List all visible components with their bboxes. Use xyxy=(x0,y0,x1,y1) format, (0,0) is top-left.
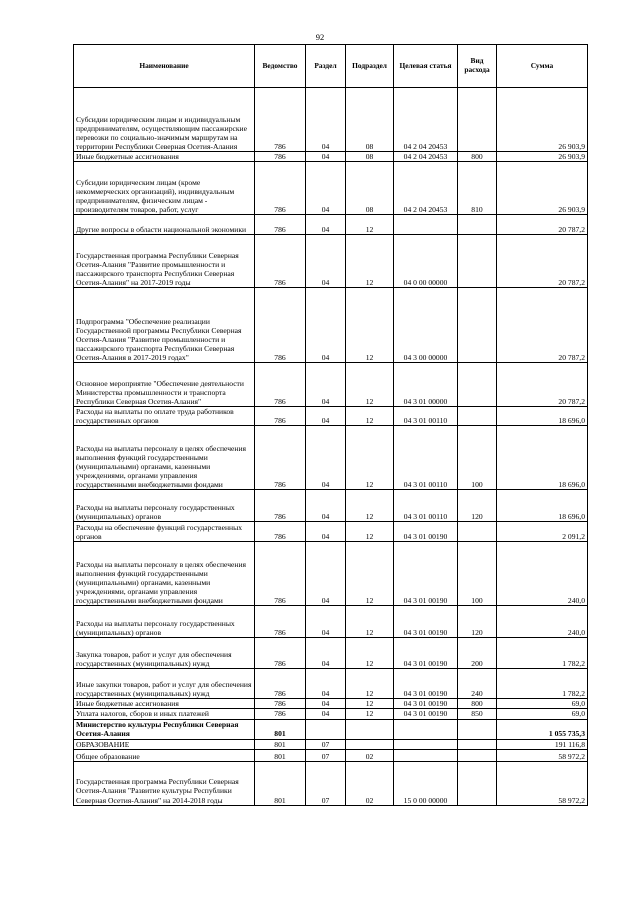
cell-name: Расходы на выплаты персоналу в целях обеспечения выполнения функций государственными (муниципальными) органами, казенными учреждениями, органами управления государственными внебюджетными фондами xyxy=(74,542,255,606)
cell-name: Уплата налогов, сборов и иных платежей xyxy=(74,709,255,719)
header-target: Целевая статья xyxy=(394,45,458,88)
cell-section: 04 xyxy=(306,606,346,638)
cell-target: 15 0 00 00000 xyxy=(394,761,458,805)
cell-section: 04 xyxy=(306,699,346,709)
table-row xyxy=(74,522,588,542)
cell-target: 04 2 04 20453 xyxy=(394,162,458,215)
cell-section: 04 xyxy=(306,152,346,162)
cell-exp-type xyxy=(458,719,497,739)
cell-subsection xyxy=(346,719,394,739)
budget-table xyxy=(73,44,588,806)
table-row xyxy=(74,363,588,407)
cell-amount: 2 091,2 xyxy=(497,522,588,542)
cell-dept: 801 xyxy=(255,739,306,749)
cell-name: Иные бюджетные ассигнования xyxy=(74,699,255,709)
page-number: 92 xyxy=(315,32,325,42)
table-row xyxy=(74,542,588,606)
cell-dept: 786 xyxy=(255,152,306,162)
cell-target: 04 3 01 00190 xyxy=(394,669,458,699)
cell-exp-type: 100 xyxy=(458,426,497,490)
cell-section: 04 xyxy=(306,407,346,426)
cell-target: 04 3 01 00190 xyxy=(394,638,458,669)
cell-exp-type xyxy=(458,288,497,363)
cell-amount: 18 696,0 xyxy=(497,490,588,522)
cell-exp-type xyxy=(458,749,497,761)
table-row xyxy=(74,407,588,426)
cell-dept: 786 xyxy=(255,522,306,542)
cell-amount: 26 903,9 xyxy=(497,88,588,152)
cell-dept: 786 xyxy=(255,88,306,152)
cell-subsection: 12 xyxy=(346,709,394,719)
table-row xyxy=(74,719,588,739)
cell-name: Субсидии юридическим лицам (кроме некоммерческих организаций), индивидуальным предпринимателям, физическим лицам - производителям товаров, работ, услуг xyxy=(74,162,255,215)
cell-target: 04 2 04 20453 xyxy=(394,88,458,152)
cell-dept: 786 xyxy=(255,215,306,235)
table-row xyxy=(74,215,588,235)
table-row xyxy=(74,606,588,638)
table-row xyxy=(74,699,588,709)
cell-target: 04 3 01 00110 xyxy=(394,490,458,522)
cell-exp-type xyxy=(458,215,497,235)
cell-exp-type xyxy=(458,761,497,805)
cell-section xyxy=(306,719,346,739)
cell-name: Министерство культуры Республики Северная Осетия-Алания xyxy=(74,719,255,739)
cell-target: 04 3 01 00190 xyxy=(394,522,458,542)
header-name: Наименование xyxy=(74,45,255,88)
cell-target: 04 3 01 00190 xyxy=(394,699,458,709)
cell-exp-type xyxy=(458,363,497,407)
cell-target: 04 3 01 00190 xyxy=(394,606,458,638)
cell-amount: 69,0 xyxy=(497,699,588,709)
cell-amount: 240,0 xyxy=(497,542,588,606)
cell-section: 04 xyxy=(306,162,346,215)
cell-target: 04 3 01 00190 xyxy=(394,709,458,719)
cell-name: Закупка товаров, работ и услуг для обеспечения государственных (муниципальных) нужд xyxy=(74,638,255,669)
cell-amount: 20 787,2 xyxy=(497,288,588,363)
cell-name: Расходы на выплаты по оплате труда работников государственных органов xyxy=(74,407,255,426)
header-exp-type: Вид расхода xyxy=(458,45,497,88)
cell-name: Подпрограмма "Обеспечение реализации Государственной программы Республики Северная Осетия-Алания "Развитие промышленности и пассажирского транспорта Республики Северная Осетия-Алания в 2017-2019 годах" xyxy=(74,288,255,363)
table-row xyxy=(74,638,588,669)
cell-dept: 786 xyxy=(255,542,306,606)
table-header-row xyxy=(74,45,588,88)
cell-target xyxy=(394,215,458,235)
cell-exp-type xyxy=(458,522,497,542)
table-row xyxy=(74,709,588,719)
cell-amount: 26 903,9 xyxy=(497,162,588,215)
cell-name: Государственная программа Республики Северная Осетия-Алания "Развитие промышленности и пассажирского транспорта Республики Северная Осетия-Алания" на 2017-2019 годы xyxy=(74,235,255,288)
cell-target: 04 3 01 00000 xyxy=(394,363,458,407)
cell-section: 04 xyxy=(306,490,346,522)
header-dept: Ведомство xyxy=(255,45,306,88)
cell-section: 07 xyxy=(306,761,346,805)
cell-dept: 786 xyxy=(255,669,306,699)
cell-exp-type: 100 xyxy=(458,542,497,606)
cell-subsection: 02 xyxy=(346,761,394,805)
cell-section: 04 xyxy=(306,709,346,719)
cell-subsection: 12 xyxy=(346,363,394,407)
cell-section: 04 xyxy=(306,215,346,235)
cell-name: Расходы на выплаты персоналу в целях обеспечения выполнения функций государственными (муниципальными) органами, казенными учреждениями, органами управления государственными внебюджетными фондами xyxy=(74,426,255,490)
cell-subsection: 02 xyxy=(346,749,394,761)
cell-exp-type: 120 xyxy=(458,490,497,522)
cell-exp-type xyxy=(458,88,497,152)
cell-exp-type: 240 xyxy=(458,669,497,699)
cell-subsection: 12 xyxy=(346,638,394,669)
table-row xyxy=(74,88,588,152)
cell-amount: 1 782,2 xyxy=(497,669,588,699)
cell-target: 04 3 01 00110 xyxy=(394,426,458,490)
cell-subsection: 12 xyxy=(346,288,394,363)
cell-exp-type: 800 xyxy=(458,152,497,162)
cell-target: 04 3 00 00000 xyxy=(394,288,458,363)
cell-subsection: 08 xyxy=(346,152,394,162)
cell-subsection: 12 xyxy=(346,215,394,235)
cell-amount: 18 696,0 xyxy=(497,407,588,426)
cell-name: Другие вопросы в области национальной экономики xyxy=(74,215,255,235)
cell-subsection: 12 xyxy=(346,490,394,522)
cell-section: 04 xyxy=(306,88,346,152)
cell-name: Общее образование xyxy=(74,749,255,761)
cell-name: ОБРАЗОВАНИЕ xyxy=(74,739,255,749)
cell-dept: 786 xyxy=(255,699,306,709)
cell-name: Расходы на обеспечение функций государственных органов xyxy=(74,522,255,542)
cell-target xyxy=(394,749,458,761)
cell-amount: 191 116,8 xyxy=(497,739,588,749)
cell-amount: 58 972,2 xyxy=(497,749,588,761)
cell-section: 04 xyxy=(306,288,346,363)
cell-section: 04 xyxy=(306,638,346,669)
header-amount: Сумма xyxy=(497,45,588,88)
cell-exp-type: 850 xyxy=(458,709,497,719)
cell-name: Субсидии юридическим лицам и индивидуальным предпринимателям, осуществляющим пассажирские перевозки по социально-значимым маршрутам на территории Республики Северная Осетия-Алания xyxy=(74,88,255,152)
cell-subsection: 12 xyxy=(346,699,394,709)
cell-amount: 240,0 xyxy=(497,606,588,638)
table-row xyxy=(74,288,588,363)
cell-target: 04 0 00 00000 xyxy=(394,235,458,288)
cell-target: 04 3 01 00110 xyxy=(394,407,458,426)
table-row xyxy=(74,739,588,749)
cell-dept: 786 xyxy=(255,407,306,426)
table-row xyxy=(74,749,588,761)
cell-section: 04 xyxy=(306,522,346,542)
cell-exp-type: 200 xyxy=(458,638,497,669)
cell-name: Основное мероприятие "Обеспечение деятельности Министерства промышленности и транспорта Республики Северная Осетия-Алания" xyxy=(74,363,255,407)
cell-amount: 1 782,2 xyxy=(497,638,588,669)
cell-dept: 786 xyxy=(255,288,306,363)
cell-subsection: 12 xyxy=(346,407,394,426)
cell-section: 04 xyxy=(306,669,346,699)
table-row xyxy=(74,426,588,490)
cell-target: 04 2 04 20453 xyxy=(394,152,458,162)
cell-target xyxy=(394,719,458,739)
cell-section: 04 xyxy=(306,426,346,490)
cell-amount: 20 787,2 xyxy=(497,215,588,235)
cell-dept: 786 xyxy=(255,709,306,719)
cell-section: 07 xyxy=(306,749,346,761)
table-row xyxy=(74,761,588,805)
cell-dept: 786 xyxy=(255,235,306,288)
table-row xyxy=(74,152,588,162)
cell-target: 04 3 01 00190 xyxy=(394,542,458,606)
cell-name: Иные бюджетные ассигнования xyxy=(74,152,255,162)
cell-amount: 58 972,2 xyxy=(497,761,588,805)
header-subsection: Подраздел xyxy=(346,45,394,88)
cell-dept: 786 xyxy=(255,363,306,407)
table-row xyxy=(74,235,588,288)
cell-section: 04 xyxy=(306,235,346,288)
cell-subsection: 12 xyxy=(346,542,394,606)
cell-section: 04 xyxy=(306,363,346,407)
cell-subsection: 08 xyxy=(346,162,394,215)
cell-dept: 786 xyxy=(255,606,306,638)
cell-dept: 801 xyxy=(255,719,306,739)
cell-subsection: 08 xyxy=(346,88,394,152)
cell-amount: 1 055 735,3 xyxy=(497,719,588,739)
cell-amount: 20 787,2 xyxy=(497,363,588,407)
cell-name: Расходы на выплаты персоналу государственных (муниципальных) органов xyxy=(74,490,255,522)
cell-amount: 20 787,2 xyxy=(497,235,588,288)
cell-exp-type: 800 xyxy=(458,699,497,709)
table-body xyxy=(74,88,588,806)
cell-target xyxy=(394,739,458,749)
cell-exp-type xyxy=(458,235,497,288)
cell-name: Иные закупки товаров, работ и услуг для обеспечения государственных (муниципальных) нужд xyxy=(74,669,255,699)
cell-subsection: 12 xyxy=(346,426,394,490)
cell-subsection xyxy=(346,739,394,749)
cell-subsection: 12 xyxy=(346,235,394,288)
cell-section: 07 xyxy=(306,739,346,749)
cell-dept: 786 xyxy=(255,162,306,215)
cell-exp-type: 120 xyxy=(458,606,497,638)
cell-exp-type: 810 xyxy=(458,162,497,215)
cell-dept: 801 xyxy=(255,761,306,805)
cell-subsection: 12 xyxy=(346,669,394,699)
cell-dept: 786 xyxy=(255,426,306,490)
cell-exp-type xyxy=(458,739,497,749)
cell-amount: 18 696,0 xyxy=(497,426,588,490)
cell-exp-type xyxy=(458,407,497,426)
cell-dept: 786 xyxy=(255,490,306,522)
table-row xyxy=(74,669,588,699)
cell-amount: 69,0 xyxy=(497,709,588,719)
cell-subsection: 12 xyxy=(346,606,394,638)
cell-section: 04 xyxy=(306,542,346,606)
cell-subsection: 12 xyxy=(346,522,394,542)
cell-name: Расходы на выплаты персоналу государственных (муниципальных) органов xyxy=(74,606,255,638)
table-row xyxy=(74,490,588,522)
cell-amount: 26 903,9 xyxy=(497,152,588,162)
cell-dept: 801 xyxy=(255,749,306,761)
cell-name: Государственная программа Республики Северная Осетия-Алания "Развитие культуры Республики Северная Осетия-Алания" на 2014-2018 годы xyxy=(74,761,255,805)
header-section: Раздел xyxy=(306,45,346,88)
table-row xyxy=(74,162,588,215)
cell-dept: 786 xyxy=(255,638,306,669)
